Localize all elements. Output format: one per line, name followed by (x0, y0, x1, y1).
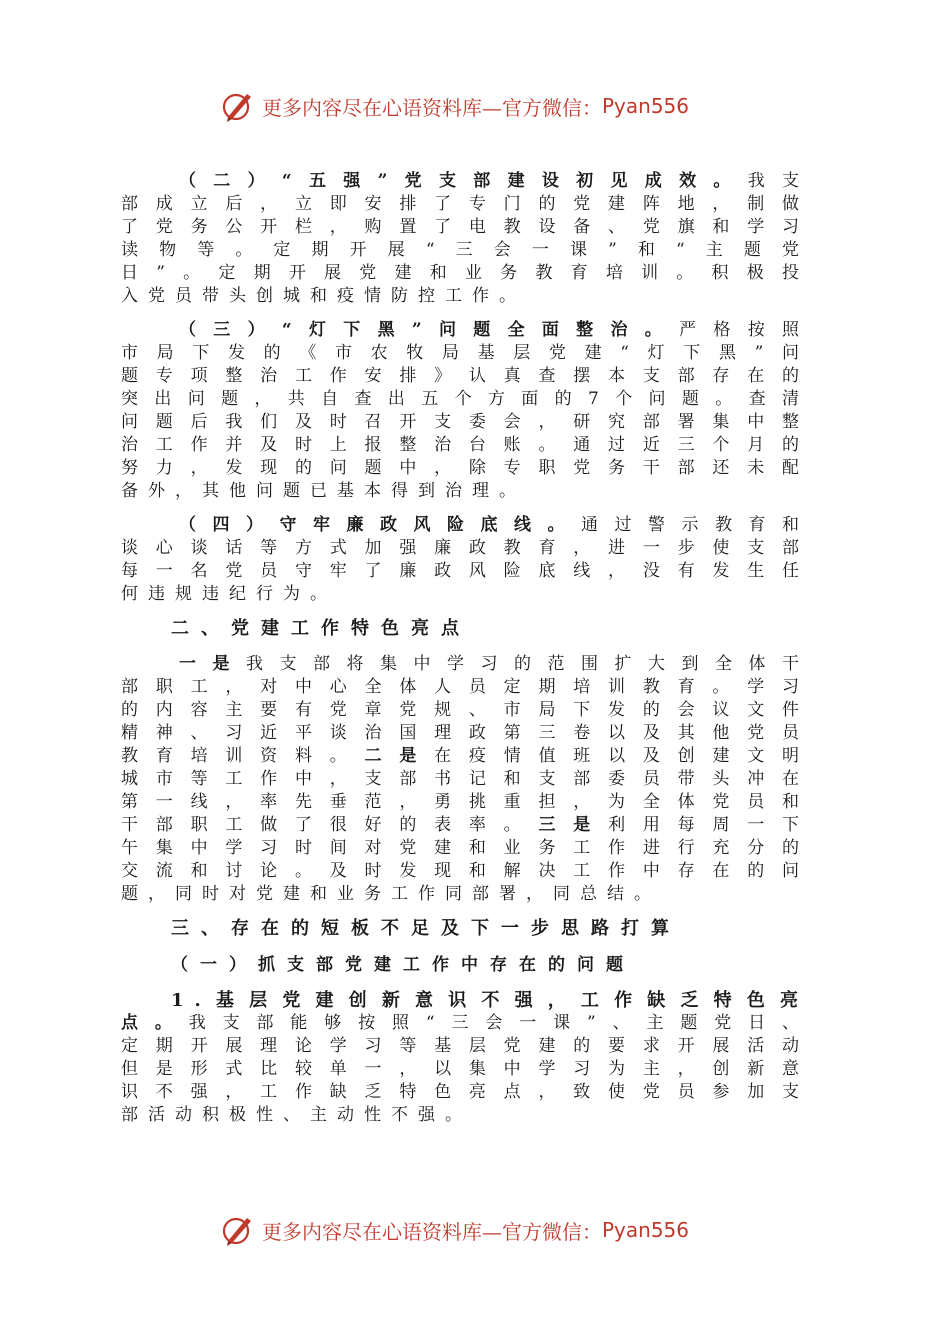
paragraph-title: （二）“五强”党支部建设初见成效。 (179, 171, 748, 191)
watermark-wechat-id: Pyan556 (602, 1218, 690, 1242)
document-body (121, 170, 809, 1138)
paragraph-highlights: 一是我支部将集中学习的范围扩大到全体干 部职工，对中心全体人员定期培训教育。学习 的内容主要有党章党规、市局下发的会议文件 精神、习近平谈治国理政第三卷以及其他党员 教育培训资料。二是在疫情值班以及创建文明 城市等工作中，支部书记和支部委员带头冲在 第一线，率先垂范，勇挑重担，为全体党员和 干部职工做了很好的表率。三是利用每周一下 午集中学习时间对党建和业务工作进行充分的 交流和讨论。及时发现和解决工作中存在的问 题，同时对党建和业务工作同部署，同总结。 (121, 654, 810, 904)
watermark-top (220, 86, 740, 126)
paragraph-innovation: 1.基层党建创新意识不强，工作缺乏特色亮 点。我支部能够按照“三会一课”、主题党日、 定期开展理论学习等基层党建的要求开展活动 但是形式比较单一，以集中学习为主，创新意 识不强，工作缺乏特色亮点，致使党员参加支 部活动积极性、主动性不强。 (121, 990, 809, 1125)
section-heading-highlights: 二、党建工作特色亮点 (171, 618, 471, 639)
pen-logo-icon (220, 88, 256, 124)
paragraph-title: （三）“灯下黑”问题全面整治。 (179, 320, 680, 340)
paragraph-title: （四）守牢廉政风险底线。 (179, 515, 581, 535)
subsection-heading-problems: （一）抓支部党建工作中存在的问题 (171, 955, 635, 975)
paragraph-five-strong: （二）“五强”党支部建设初见成效。我支 部成立后，立即安排了专门的党建阵地，制做 了党务公开栏，购置了电教设备、党旗和学习 读物等。定期开展“三会一课”和“主题党 日”。定期开展党建和业务教育培训。积极投 入党员带头创城和疫情防控工作。 (121, 171, 810, 306)
pen-logo-icon (220, 1212, 256, 1248)
section-heading-shortcomings: 三、存在的短板不足及下一步思路打算 (171, 918, 681, 939)
watermark-bottom (220, 1210, 740, 1250)
watermark-wechat-id: Pyan556 (602, 94, 690, 118)
watermark-text: 更多内容尽在心语资料库—官方微信： (262, 1219, 602, 1244)
paragraph-integrity: （四）守牢廉政风险底线。通过警示教育和 谈心谈话等方式加强廉政教育，进一步使支部 每一名党员守牢了廉政风险底线，没有发生任 何违规违纪行为。 (121, 515, 809, 604)
paragraph-dengxiahei: （三）“灯下黑”问题全面整治。严格按照 市局下发的《市农牧局基层党建“灯下黑”问 题专项整治工作安排》认真查摆本支部存在的 突出问题，共自查出五个方面的7个问题。查清 问题后我们及时召开支委会，研究部署集中整 治工作并及时上报整治台账。通过近三个月的 努力，发现的问题中，除专职党务干部还未配 备外，其他问题已基本得到治理。 (121, 320, 809, 501)
watermark-text: 更多内容尽在心语资料库—官方微信： (262, 95, 602, 120)
